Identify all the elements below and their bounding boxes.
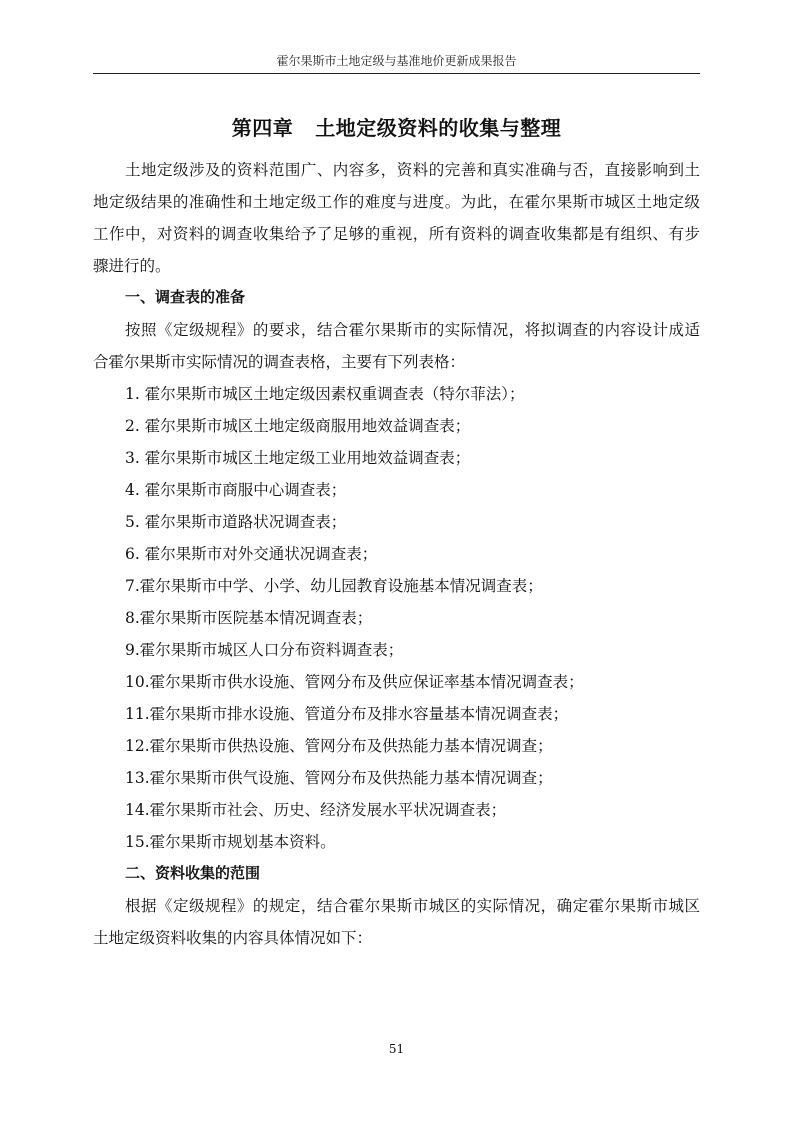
list-item: 3. 霍尔果斯市城区土地定级工业用地效益调查表； xyxy=(125,449,471,467)
list-item: 11.霍尔果斯市排水设施、管道分布及排水容量基本情况调查表； xyxy=(125,705,569,723)
section-heading-collection-scope: 二、资料收集的范围 xyxy=(125,864,261,882)
list-item: 1. 霍尔果斯市城区土地定级因素权重调查表（特尔菲法）； xyxy=(125,385,525,403)
list-item: 7.霍尔果斯市中学、小学、幼儿园教育设施基本情况调查表； xyxy=(125,577,543,595)
list-item: 15.霍尔果斯市规划基本资料。 xyxy=(125,833,336,851)
list-item: 6. 霍尔果斯市对外交通状况调查表； xyxy=(125,545,378,563)
list-item: 14.霍尔果斯市社会、历史、经济发展水平状况调查表； xyxy=(125,801,507,819)
list-item: 9.霍尔果斯市城区人口分布资料调查表； xyxy=(125,641,404,659)
running-header: 霍尔果斯市土地定级与基准地价更新成果报告 xyxy=(276,54,517,68)
list-item: 10.霍尔果斯市供水设施、管网分布及供应保证率基本情况调查表； xyxy=(125,673,584,691)
list-item: 4. 霍尔果斯市商服中心调查表； xyxy=(125,481,347,499)
page-number: 51 xyxy=(388,1042,405,1056)
section-heading-survey-forms: 一、调查表的准备 xyxy=(125,288,246,306)
chapter-number: 第四章 xyxy=(231,116,294,140)
list-item: 8.霍尔果斯市医院基本情况调查表； xyxy=(125,609,373,627)
intro-line-2: 地定级结果的准确性和土地定级工作的难度与进度。为此，在霍尔果斯市城区土地定级 xyxy=(93,193,700,211)
list-item: 13.霍尔果斯市供气设施、管网分布及供热能力基本情况调查； xyxy=(125,769,553,787)
section2-line-2: 土地定级资料收集的内容具体情况如下： xyxy=(93,929,373,947)
intro-line-3: 工作中，对资料的调查收集给予了足够的重视，所有资料的调查收集都是有组织、有步 xyxy=(93,225,700,243)
header-divider xyxy=(93,73,700,74)
section1-line-2: 合霍尔果斯市实际情况的调查表格，主要有下列表格： xyxy=(93,353,466,371)
intro-line-1: 土地定级涉及的资料范围广、内容多，资料的完善和真实准确与否，直接影响到土 xyxy=(125,161,700,179)
chapter-name: 土地定级资料的收集与整理 xyxy=(315,116,562,140)
section1-line-1: 按照《定级规程》的要求，结合霍尔果斯市的实际情况，将拟调查的内容设计成适 xyxy=(125,321,700,339)
list-item: 2. 霍尔果斯市城区土地定级商服用地效益调查表； xyxy=(125,417,471,435)
list-item: 5. 霍尔果斯市道路状况调查表； xyxy=(125,513,347,531)
chapter-title xyxy=(93,112,700,141)
list-item: 12.霍尔果斯市供热设施、管网分布及供热能力基本情况调查； xyxy=(125,737,553,755)
section2-line-1: 根据《定级规程》的规定，结合霍尔果斯市城区的实际情况，确定霍尔果斯市城区 xyxy=(125,897,700,915)
intro-line-4: 骤进行的。 xyxy=(93,257,171,275)
